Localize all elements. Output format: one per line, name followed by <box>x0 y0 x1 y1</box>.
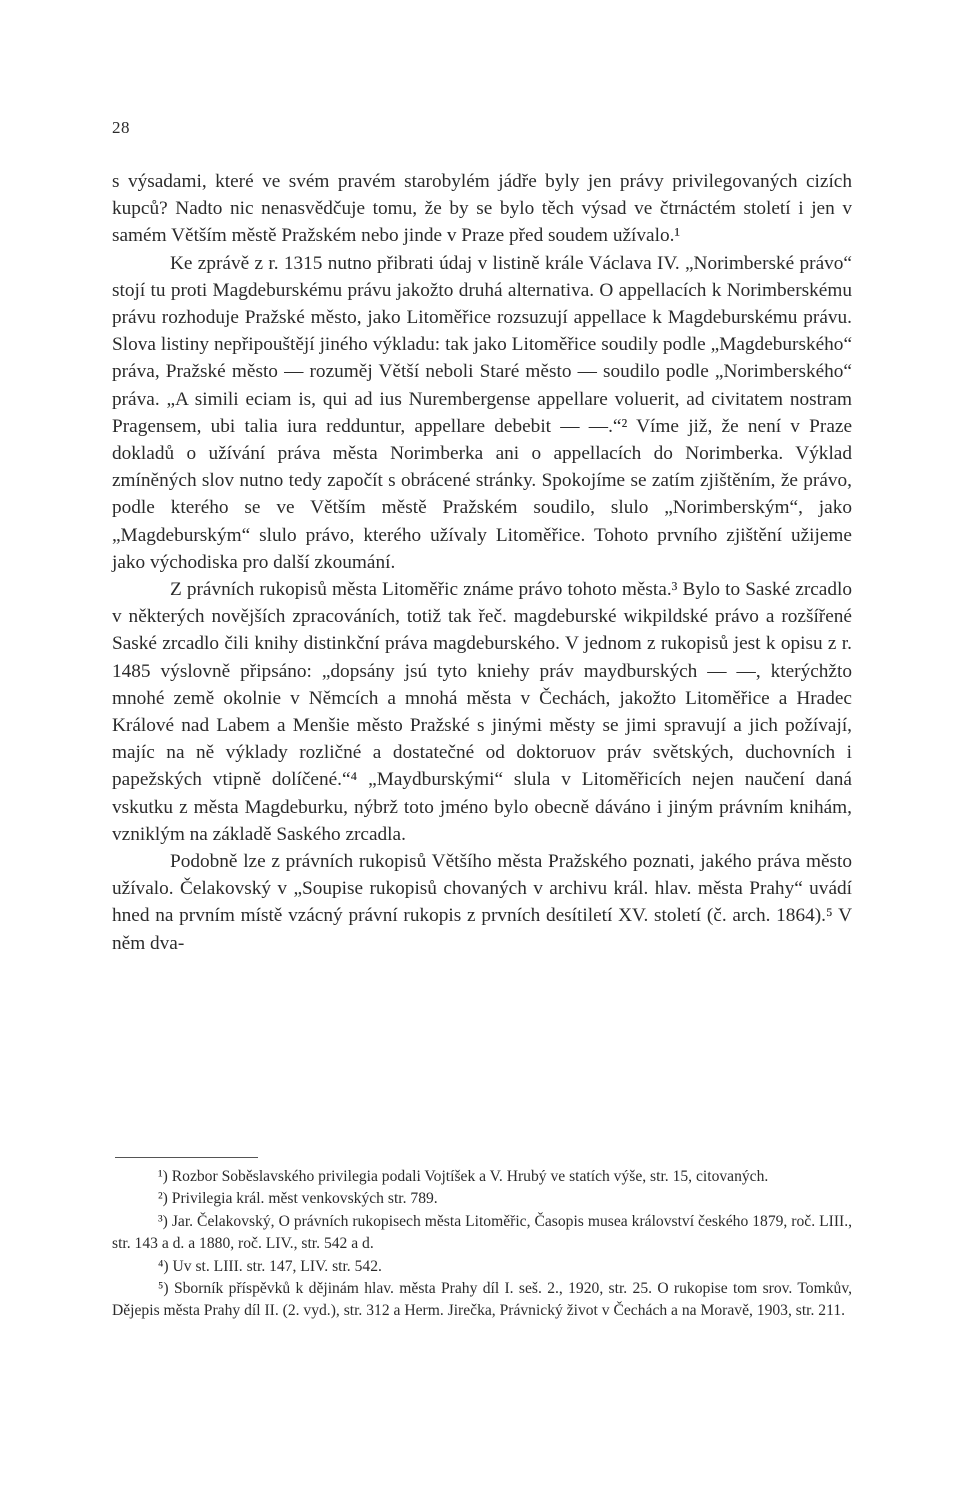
footnote-divider <box>115 1157 258 1158</box>
body-text <box>112 168 852 957</box>
paragraph-3: Z právních rukopisů města Litoměřic známe právo tohoto města.³ Bylo to Saské zrcadlo v některých novějších zpracováních, totiž tak řeč. magdeburské wikpildské právo a rozšířené Saské zrcadlo čili knihy distinkční práva magdeburského. V jednom z rukopisů jest k opisu z r. 1485 výslovně připsáno: „dopsány jsú tyto kniehy práv maydburských — —, kterýchžto mnohé země okolnie v Němcích a mnohá města v Čechách, jakožto Litoměřice a Hradec Králové nad Labem a Menšie město Pražské s jinými městy se jimi spravují a jich požívají, majíc na ně výklady rozličné a dostatečné od doktoruov práv světských, duchovních i papežských vtipně dolíčené.“⁴ „Maydburskými“ slula v Litoměřicích nejen naučení daná vskutku z města Magdeburku, nýbrž toto jméno bylo obecně dáváno i jiným právním knihám, vzniklým na základě Saského zrcadla. <box>112 579 852 845</box>
footnote-1: ¹) Rozbor Soběslavského privilegia podali Vojtíšek a V. Hrubý ve statích výše, str. 15, citovaných. <box>158 1168 769 1185</box>
footnotes <box>112 1166 852 1323</box>
paragraph-4: Podobně lze z právních rukopisů Většího města Pražského poznati, jakého práva město užívalo. Čelakovský v „Soupise rukopisů chovaných v archivu král. hlav. města Prahy“ uvádí hned na prvním místě vzácný právní rukopis z prvních desítiletí XV. století (č. arch. 1864).⁵ V něm dva- <box>112 851 852 954</box>
paragraph-2: Ke zprávě z r. 1315 nutno přibrati údaj v listině krále Václava IV. „Norimberské právo“ stojí tu proti Magdeburskému právu jakožto druhá alternativa. O appellacích k Norimberskému právu rozhoduje Pražské město, jako Litoměřice rozsuzují appellace k Magdeburskému právu. Slova listiny nepřipouštějí jiného výkladu: tak jako Litoměřice soudily podle „Magdeburského“ práva, Pražské město — rozuměj Větší neboli Staré město — soudilo podle „Norimberského“ práva. „A simili eciam is, qui ad ius Nurembergense appellare voluerit, ad civitatem nostram Pragensem, ubi talia iura redduntur, appellare debebit — —.“² Víme již, že není v Praze dokladů o užívání práva města Norimberka ani o appellacích do Norimberka. Výklad zmíněných slov nutno tedy započít s obrácené stránky. Spokojíme se zatím zjištěním, že právo, podle kterého se ve Větším městě Pražském soudilo, slulo „Norimberským“, jako „Magdeburským“ slulo právo, kterého užívaly Litoměřice. Tohoto prvního zjištění užijeme jako východiska pro další zkoumání. <box>112 252 852 573</box>
page-number: 28 <box>112 118 130 137</box>
paragraph-1: s výsadami, které ve svém pravém starobylém jádře byly jen právy privilegovaných cizích kupců? Nadto nic nenasvědčuje tomu, že by se bylo těch výsad ve čtrnáctém století i jen v samém Větším městě Pražském nebo jinde v Praze před soudem užívalo.¹ <box>112 171 852 247</box>
footnote-3: ³) Jar. Čelakovský, O právních rukopisech města Litoměřic, Časopis musea království českého 1879, roč. LIII., str. 143 a d. a 1880, roč. LIV., str. 542 a d. <box>112 1212 852 1253</box>
footnote-2: ²) Privilegia král. měst venkovských str. 789. <box>158 1190 438 1208</box>
footnote-4: ⁴) Uv st. LIII. str. 147, LIV. str. 542. <box>158 1257 382 1275</box>
footnote-5: ⁵) Sborník příspěvků k dějinám hlav. města Prahy díl I. seš. 2., 1920, str. 25. O rukopise tom srov. Tomkův, Dějepis města Prahy díl II. (2. vyd.), str. 312 a Herm. Jirečka, Právnický život v Čechách a na Moravě, 1903, str. 211. <box>112 1280 852 1320</box>
